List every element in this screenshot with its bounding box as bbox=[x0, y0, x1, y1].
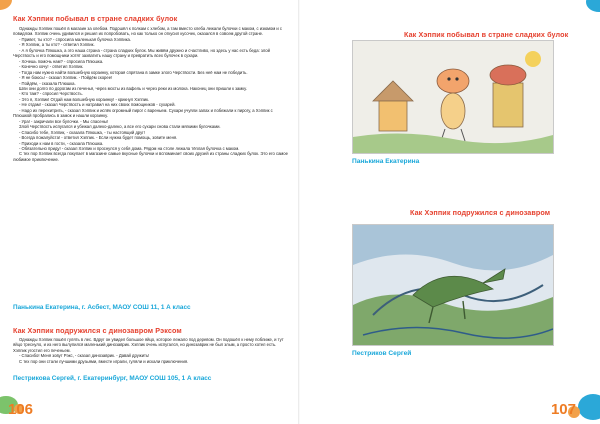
decorative-blob-orange bbox=[0, 0, 12, 10]
story1-author: Панькина Екатерина, г. Асбест, МАОУ СОШ 11, 1 А класс bbox=[13, 304, 191, 311]
page-number-right: 107 bbox=[550, 401, 576, 418]
story1-body: Однажды Хэппик пошёл в магазин за хлебом. Подошёл к полкам с хлебом, а там вместо хлеба лежали булочки с маком, с изюмом и с повидлом. Хэппик очень удивился и решил их попробовать, но как только он откусил кусочек, оказался в совсем другой стране. - Привет, ты кто? - спросила маленькая булочка Хэппика. - Я Хэппик, а ты кто? - ответил Хэппик. - А я булочка Плюшка, а это наша страна - страна сладких булок. Мы живём дружно и счастливо, но здесь у нас есть беда: злой Черствость и его помощники хотят захватить нашу страну и превратить всех булочек в сухари. - Хочешь помочь нам? - спросила Плюшка. - Конечно хочу! - ответил Хэппик. - Тогда нам нужно найти волшебную корзинку, которая спрятана в замке злого Черствости. Без неё нам не победить. - Я не боюсь! - сказал Хэппик. - Пойдём скорее! - Пойдём, - сказала Плюшка. Шли они долго по дорогам из печенья, через мосты из вафель и через реки из молока. Наконец они пришли к замку. - Кто там? - спросил Черствость. - Это я, Хэппик! Отдай нам волшебную корзинку! - крикнул Хэппик. - Не отдам! - сказал Черствость и натравил на них своих помощников - сухарей. - Надо их перехитрить, - сказал Хэппик и испёк огромный пирог с вареньем. Сухари учуяли запах и побежали к пирогу, а Хэппик с Плюшкой пробрались в замок и нашли корзинку. - Ура! - закричали все булочки. - Мы спасены! Злой Черствость испугался и убежал далеко-далеко, а все его сухари снова стали мягкими булочками. - Спасибо тебе, Хэппик, - сказала Плюшка, - ты настоящий друг! - Всегда пожалуйста! - ответил Хэппик. - Если нужна будет помощь, зовите меня. - Приходи к нам в гости, - сказала Плюшка. - Обязательно приду! - сказал Хэппик и проснулся у себя дома. Рядом на столе лежала тёплая булочка с маком. С тех пор Хэппик всегда покупает в магазине самые вкусные булочки и вспоминает своих друзей из страны сладких булок. Это его самое любимое приключение. bbox=[13, 26, 288, 162]
story2-author: Пестрикова Сергей, г. Екатеринбург, МАОУ СОШ 105, 1 А класс bbox=[13, 375, 212, 382]
story1-title: Как Хэппик побывал в стране сладких булок bbox=[13, 14, 178, 23]
picture2-caption: Пестриков Сергей bbox=[352, 350, 412, 357]
picture2-title: Как Хэппик подружился с динозавром bbox=[410, 208, 551, 217]
picture1-drawing bbox=[352, 40, 554, 154]
picture1-title: Как Хэппик побывал в стране сладких булок bbox=[404, 30, 569, 39]
story2-title: Как Хэппик подружился с динозавром Рэксом bbox=[13, 326, 182, 335]
picture1-caption: Панькина Екатерина bbox=[352, 158, 420, 165]
story2-body: Однажды Хэппик пошёл гулять в лес. Вдруг он увидел большое яйцо, которое лежало под деревом. Он подошёл к нему поближе, и тут яйцо треснуло, и из него вылупился маленький динозаврик. Хэппик очень испугался, но динозаврик не был злым, а просто хотел есть. Хэппик угостил его печеньем. - Спасибо! Меня зовут Рэкс, - сказал динозаврик. - Давай дружить! С тех пор они стали лучшими друзьями, вместе играли, гуляли и искали приключения. bbox=[13, 337, 284, 364]
right-page bbox=[300, 0, 600, 424]
decorative-blob-teal-bottom bbox=[578, 394, 600, 420]
decorative-blob-teal bbox=[586, 0, 600, 12]
picture2-drawing bbox=[352, 224, 554, 346]
page-number-left: 106 bbox=[8, 401, 34, 418]
